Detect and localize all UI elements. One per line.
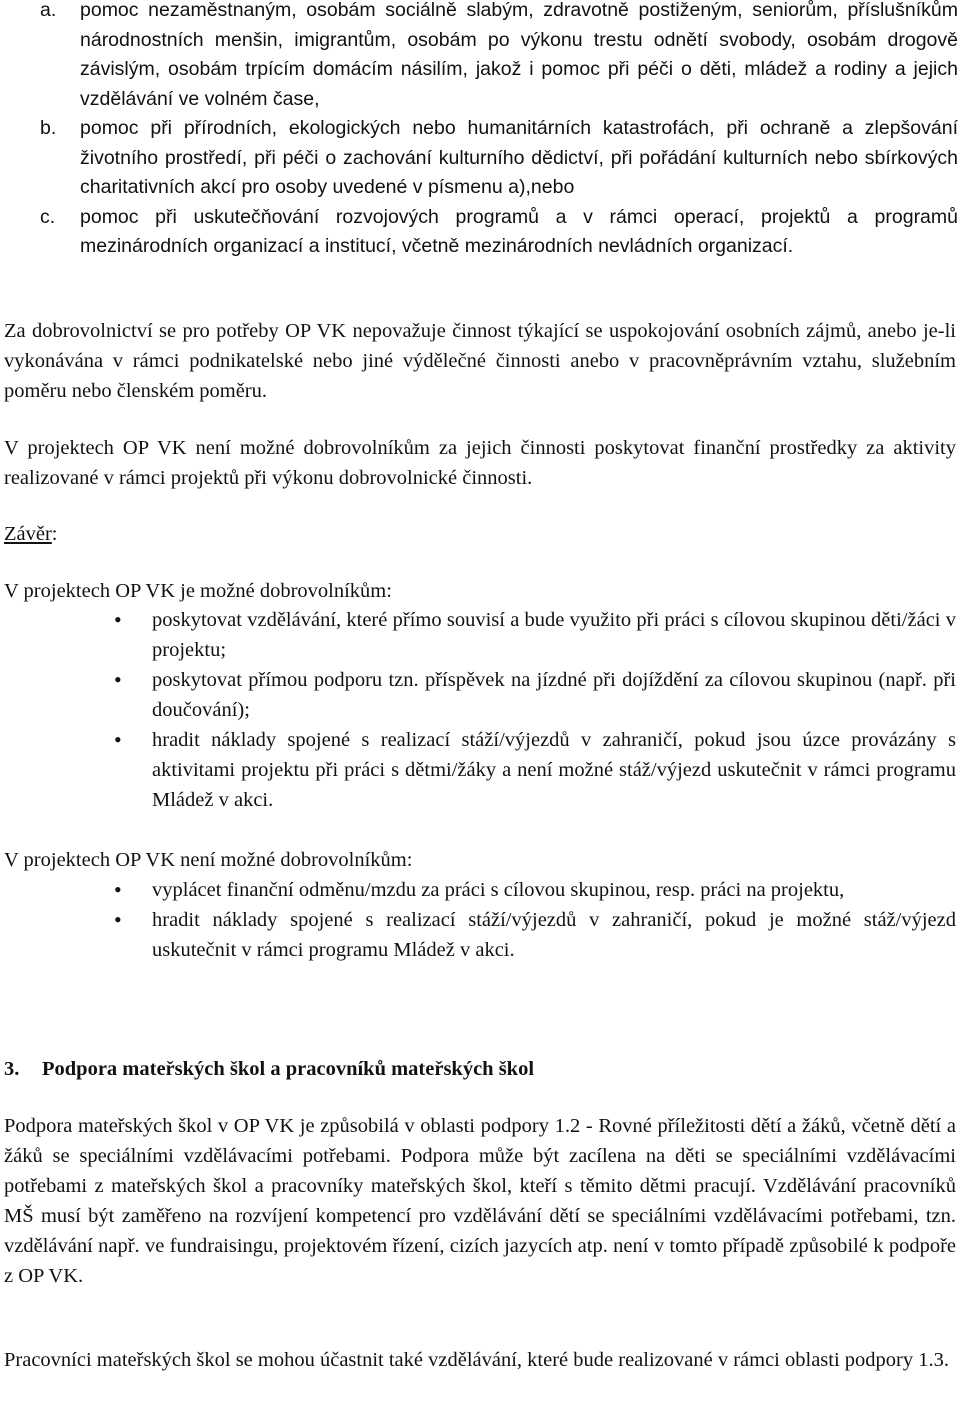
allowed-intro: V projektech OP VK je možné dobrovolníkům: [4, 580, 392, 602]
bullet-icon: • [114, 877, 122, 902]
list-item-text: pomoc při přírodních, ekologických nebo humanitárních katastrofách, při ochraně a zlepšování životního prostředí, při péči o zachování kulturního dědictví, při pořádání kulturních nebo sbírkových charitativních akcí pro osoby uvedené v písmenu a),nebo [80, 117, 958, 198]
bullet-icon: • [114, 667, 122, 692]
section-number: 3. [4, 1058, 20, 1080]
paragraph-dobrovolnictvi: Za dobrovolnictví se pro potřeby OP VK nepovažuje činnost týkající se uspokojování osobních zájmů, anebo je-li vykonávána v rámci podnikatelské nebo jiné výdělečné činnosti anebo v pracovněprávním vztahu, služebním poměru nebo členském poměru. [4, 320, 956, 402]
list-item-text: hradit náklady spojené s realizací stáží/výjezdů v zahraničí, pokud je možné stáž/výjezd uskutečnit v rámci programu Mládež v akci. [152, 909, 956, 961]
list-item-b [0, 114, 958, 203]
conclusion-heading [4, 519, 956, 549]
allowed-list [4, 605, 956, 815]
bullet-icon: • [114, 907, 122, 932]
list-item-text: poskytovat přímou podporu tzn. příspěvek na jízdné při dojíždění za cílovou skupinou (např. při doučování); [152, 669, 956, 721]
paragraph-financni-prostredky: V projektech OP VK není možné dobrovolníkům za jejich činnosti poskytovat finanční prostředky za aktivity realizované v rámci projektů při výkonu dobrovolnické činnosti. [4, 437, 956, 489]
list-item-text: pomoc při uskutečňování rozvojových programů a v rámci operací, projektů a programů mezinárodních organizací a institucí, včetně mezinárodních nevládních organizací. [80, 205, 958, 257]
conclusion-colon: : [51, 523, 58, 545]
list-item [4, 725, 956, 815]
list-item-text: vyplácet finanční odměnu/mzdu za práci s cílovou skupinou, resp. práci na projektu, [152, 879, 845, 901]
list-letter: a. [40, 0, 57, 21]
paragraph-pracovnici-ms: Pracovníci mateřských škol se mohou účastnit také vzdělávání, které bude realizované v rámci oblasti podpory 1.3. [4, 1349, 949, 1371]
not-allowed-intro: V projektech OP VK není možné dobrovolníkům: [4, 849, 413, 871]
list-item-a [0, 0, 958, 114]
section-title: Podpora mateřských škol a pracovníků mateřských škol [42, 1058, 535, 1080]
list-item [4, 875, 956, 905]
list-item-c [0, 203, 958, 262]
section-heading [4, 1054, 956, 1084]
list-letter: b. [40, 117, 57, 139]
list-item-text: poskytovat vzdělávání, které přímo souvisí a bude využito při práci s cílovou skupinou děti/žáci v projektu; [152, 609, 956, 661]
bullet-icon: • [114, 607, 122, 632]
conclusion-label: Závěr [4, 523, 52, 545]
list-item-text: hradit náklady spojené s realizací stáží/výjezdů v zahraničí, pokud jsou úzce provázány s aktivitami projektu při práci s dětmi/žáky a není možné stáž/výjezd uskutečnit v rámci programu Mládež v akci. [152, 729, 956, 811]
list-item [4, 605, 956, 665]
lettered-list [0, 0, 958, 262]
paragraph-podpora-ms: Podpora mateřských škol v OP VK je způsobilá v oblasti podpory 1.2 - Rovné příležitosti dětí a žáků, včetně dětí a žáků se speciálními vzdělávacími potřebami. Podpora může být zacílena na děti se speciálními vzdělávacími potřebami z mateřských škol a pracovníky mateřských škol, kteří s těmito dětmi pracují. Vzdělávání pracovníků MŠ musí být zaměřeno na rozvíjení kompetencí pro vzdělávání dětí se speciálními vzdělávacími potřebami, tzn. vzdělávání např. ve fundraisingu, projektovém řízení, cizích jazycích atp. není v tomto případě způsobilé k podpoře z OP VK. [4, 1115, 956, 1287]
list-item [4, 905, 956, 965]
list-item-text: pomoc nezaměstnaným, osobám sociálně slabým, zdravotně postiženým, seniorům, příslušníkům národnostních menšin, imigrantům, osobám po výkonu trestu odnětí svobody, osobám drogově závislým, osobám trpícím domácím násilím, jakož i pomoc při péči o děti, mládež a rodiny a jejich vzdělávání ve volném čase, [80, 0, 958, 110]
bullet-icon: • [114, 727, 122, 752]
list-letter: c. [40, 205, 56, 228]
not-allowed-list [4, 875, 956, 965]
list-item [4, 665, 956, 725]
